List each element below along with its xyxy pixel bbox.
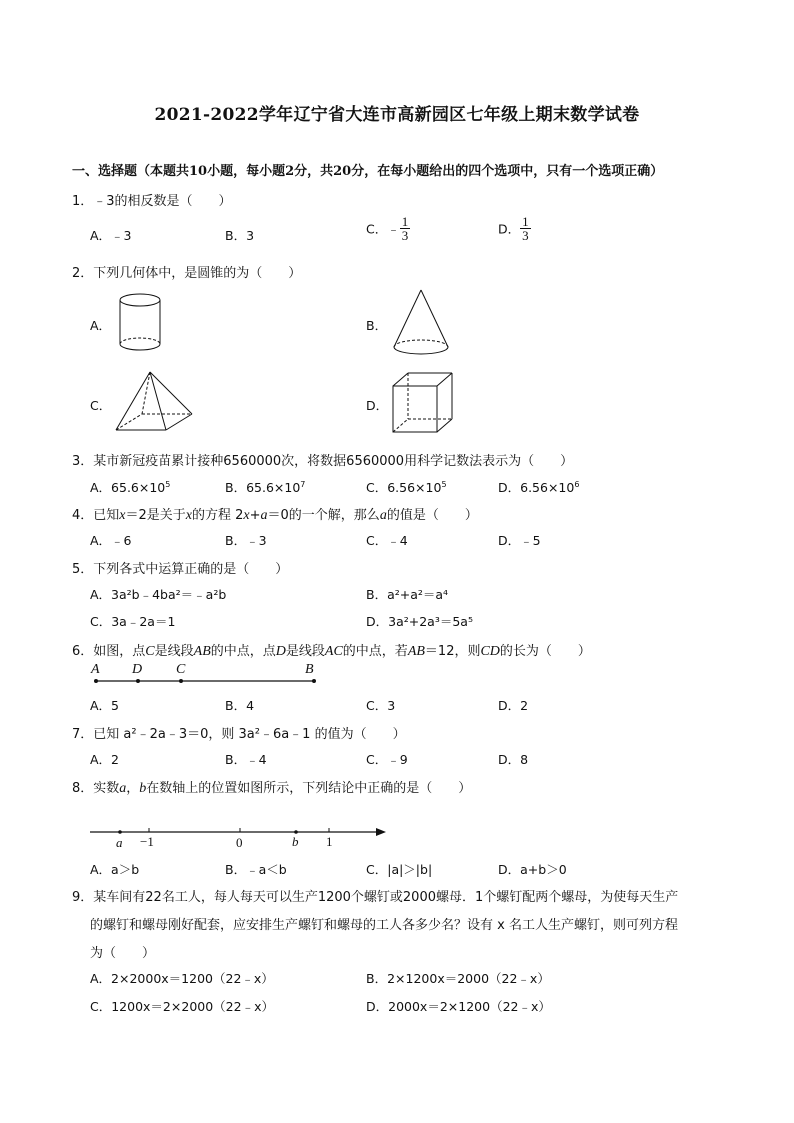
q7-option-a: A．2: [90, 752, 120, 767]
q6-option-c: C．3: [366, 698, 396, 713]
q8-option-b: B．﹣a＜b: [225, 862, 287, 877]
q6-segment-ab: AB: [407, 644, 425, 659]
q6-label-d: D: [132, 662, 143, 677]
q3-d-exponent: 6: [574, 479, 580, 489]
q1-d-numerator: 1: [522, 214, 529, 229]
q3-b-exponent: 7: [300, 479, 306, 489]
q6-option-b: B．4: [225, 698, 255, 713]
q6-point-c: C: [145, 644, 155, 659]
q3-option-c: [366, 478, 447, 496]
q8-label-a: a: [116, 835, 123, 850]
q1-option-a: A．﹣3: [90, 228, 132, 243]
q6-segment-figure: [88, 662, 328, 688]
q4-option-b: B．﹣3: [225, 533, 267, 548]
q7-option-d: D．8: [498, 752, 529, 767]
q5-option-b: B．a²+a²＝a⁴: [366, 587, 449, 602]
question-8-stem: [72, 777, 471, 797]
question-7-stem: 7．已知 a²﹣2a﹣3＝0，则 3a²﹣6a﹣1 的值为（ ）: [72, 727, 406, 742]
section-heading: 一、选择题（本题共10小题，每小题2分，共20分，在每小题给出的四个选项中，只有一个选项正确）: [72, 164, 664, 179]
q4-var-x: x: [243, 508, 250, 523]
q3-c-base: C．6.56×10: [366, 480, 442, 495]
q1-option-c-fraction: [400, 215, 411, 242]
q8-label-zero: 0: [236, 835, 243, 850]
q8-var-a: a: [119, 781, 127, 796]
q6-segment-ac: AC: [324, 644, 343, 659]
q8-option-a: A．a＞b: [90, 862, 140, 877]
q4-text-3: 的方程 2: [192, 508, 244, 523]
q5-option-a: A．3a²b﹣4ba²＝﹣a²b: [90, 587, 227, 602]
q4-var-x: x: [119, 508, 126, 523]
pyramid-figure: [112, 370, 196, 436]
cylinder-figure: [114, 292, 166, 356]
question-6-stem: [72, 640, 591, 660]
q9-option-c: C．1200x＝2×2000（22﹣x）: [90, 999, 274, 1014]
q4-text-1: 4．已知: [72, 508, 120, 523]
q4-option-c: C．﹣4: [366, 533, 408, 548]
q6-text-3: 的中点，点: [210, 644, 276, 659]
q4-var-a: a: [379, 508, 387, 523]
q3-b-base: B．65.6×10: [225, 480, 301, 495]
question-2-stem: 2．下列几何体中，是圆锥的为（ ）: [72, 266, 302, 281]
q8-text-1: 8．实数: [72, 781, 120, 796]
q1-option-b: B．3: [225, 228, 255, 243]
q1-d-denominator: 3: [522, 228, 529, 243]
q3-c-exponent: 5: [441, 479, 447, 489]
q8-label-one: 1: [326, 834, 333, 849]
question-9-line-3: 为（ ）: [90, 946, 156, 961]
q6-label-b: B: [305, 662, 314, 677]
question-1-stem: 1．﹣3的相反数是（ ）: [72, 194, 232, 209]
q2-option-d: D．: [366, 398, 389, 413]
question-5-stem: 5．下列各式中运算正确的是（ ）: [72, 562, 289, 577]
q1-option-d-label: D．: [498, 221, 521, 237]
q1-c-denominator: 3: [401, 228, 409, 243]
q4-option-a: A．﹣6: [90, 533, 132, 548]
question-9-line-1: 9．某车间有22名工人，每人每天可以生产1200个螺钉或2000螺母．1个螺钉配两个螺母，为使每天生产: [72, 890, 679, 905]
q6-text-2: 是线段: [154, 644, 194, 659]
q8-label-b: b: [292, 834, 299, 849]
q8-var-b: b: [139, 781, 147, 796]
q6-segment-cd: CD: [480, 644, 500, 659]
q1-option-c-sign: ﹣: [387, 221, 400, 237]
question-3-stem: 3．某市新冠疫苗累计接种6560000次，将数据6560000用科学记数法表示为（ ）: [72, 454, 574, 469]
q1-option-d-fraction: [520, 215, 531, 242]
q3-option-a: [90, 478, 170, 496]
q3-d-base: D．6.56×10: [498, 480, 575, 495]
q6-option-a: A．5: [90, 698, 120, 713]
q3-option-d: [498, 478, 579, 496]
q1-option-c: [366, 215, 410, 242]
q3-option-b: [225, 478, 305, 496]
q4-text-2: ＝2是关于: [125, 508, 186, 523]
page-title: 2021-2022学年辽宁省大连市高新园区七年级上期末数学试卷: [154, 105, 640, 125]
q6-label-a: A: [91, 662, 100, 677]
q6-text-7: 的长为（ ）: [499, 644, 591, 659]
q2-option-b: B．: [366, 318, 388, 333]
q3-a-exponent: 5: [165, 479, 171, 489]
q1-option-c-label: C．: [366, 221, 388, 237]
q9-option-d: D．2000x＝2×1200（22﹣x）: [366, 999, 551, 1014]
q1-c-numerator: 1: [401, 214, 409, 229]
question-9-line-2: 的螺钉和螺母刚好配套，应安排生产螺钉和螺母的工人各多少名？设有 x 名工人生产螺钉，则可列方程: [90, 918, 678, 933]
q6-text-4: 是线段: [285, 644, 325, 659]
q6-segment-line: [88, 662, 328, 688]
q9-option-b: B．2×1200x＝2000（22﹣x）: [366, 971, 550, 986]
q5-option-c: C．3a﹣2a＝1: [90, 614, 176, 629]
q9-option-a: A．2×2000x＝1200（22﹣x）: [90, 971, 274, 986]
q8-label-minus-one: −1: [140, 834, 154, 849]
q6-label-c: C: [176, 662, 186, 677]
q6-option-d: D．2: [498, 698, 529, 713]
q6-text-6: ＝12，则: [424, 644, 481, 659]
q4-text-6: 的值是（ ）: [386, 508, 478, 523]
q6-point-d: D: [275, 644, 286, 659]
q4-option-d: D．﹣5: [498, 533, 541, 548]
q2-option-a: A．: [90, 318, 112, 333]
q8-number-line: [88, 822, 393, 854]
q8-option-c: C．|a|＞|b|: [366, 862, 433, 877]
question-4-stem: [72, 504, 478, 524]
q2-option-c: C．: [90, 398, 112, 413]
q1-option-d: [498, 215, 531, 242]
q8-option-d: D．a+b＞0: [498, 862, 567, 877]
q4-var-a: a: [260, 508, 268, 523]
q4-text-4: +: [249, 508, 261, 523]
q7-option-b: B．﹣4: [225, 752, 267, 767]
cube-figure: [390, 370, 456, 436]
q3-a-base: A．65.6×10: [90, 480, 166, 495]
q5-option-d: D．3a²+2a³＝5a⁵: [366, 614, 473, 629]
q7-option-c: C．﹣9: [366, 752, 408, 767]
q8-text-2: ，: [126, 781, 140, 796]
q4-text-5: ＝0的一个解，那么: [267, 508, 380, 523]
q8-text-3: 在数轴上的位置如图所示，下列结论中正确的是（ ）: [146, 781, 472, 796]
q6-text-5: 的中点，若: [342, 644, 408, 659]
q4-var-x: x: [185, 508, 192, 523]
q6-segment-ab: AB: [193, 644, 211, 659]
cone-figure: [390, 287, 452, 359]
q6-text-1: 6．如图，点: [72, 644, 146, 659]
